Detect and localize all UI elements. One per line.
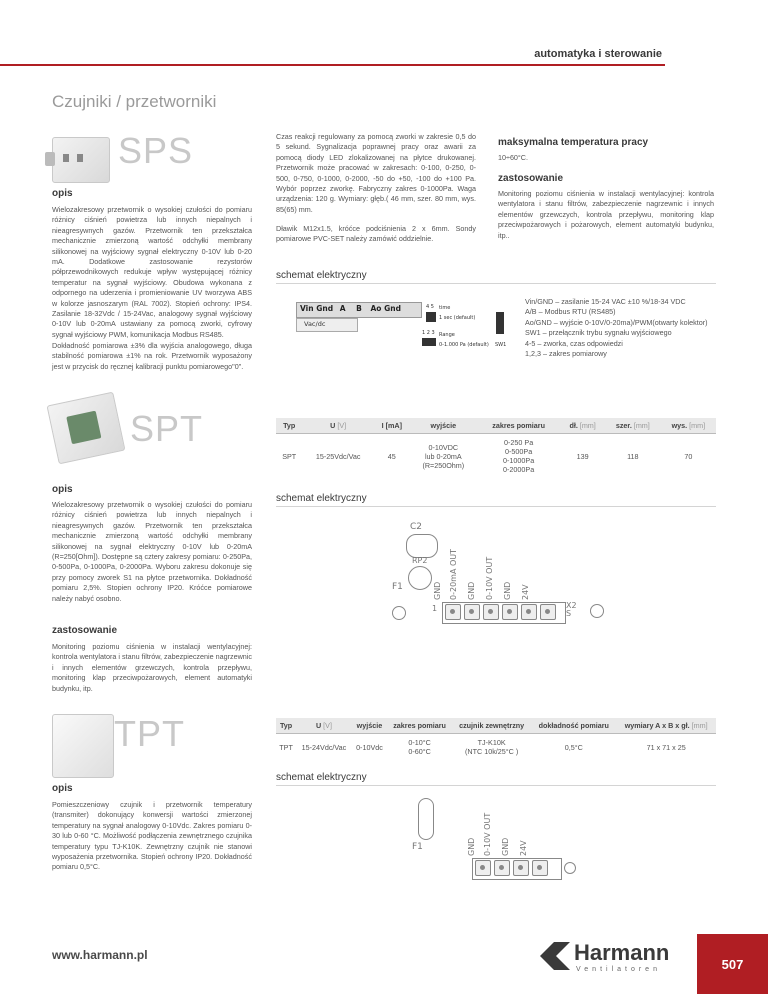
sps-product-image: [52, 137, 110, 183]
spt-pin-label: GND: [467, 581, 476, 600]
spt-col-u: U [V]: [302, 418, 373, 434]
spt-product-image: [47, 392, 126, 465]
sps-product-name: SPS: [118, 130, 194, 171]
spt-label-rp2: RP2: [412, 556, 428, 565]
sps-wiring-diagram: [296, 302, 516, 362]
tpt-col-czujnik: czujnik zewnętrzny: [452, 718, 531, 734]
spt-table-header-row: [276, 418, 716, 434]
spt-col-wys: wys. [mm]: [661, 418, 716, 434]
spt-zastosowanie-heading: zastosowanie: [52, 625, 118, 636]
sps-opis-text: Wielozakresowy przetwornik o wysokiej czułości do pomiaru różnicy ciśnień powietrza lub innych niepalnych i nieagresywnych gazów. Przetwornik ten przekształca mechanicznie zmierzoną wartość odchyłki membrany silikonowej na wyjściowy sygnał elektryczny 0-10V lub 0-20 mA. Dodatkowe zastosowanie rezystorów półprzewodnikowych redukuje wpływ występującej różnicy temperatur na sygnał wyjściowy. Obudowa wykonana z odpornego na uderzenia i promieniowanie UV tworzywa ABS w kolorze jasnoszarym (RAL 7002). Stopień ochrony: IPS4. Zasilanie 18-32Vdc / 15-24Vac, analogowy sygnał wyjściowy 0-10V lub 0-20mA ustawiany za pomocą zworki, cyfrowy sygnał wyjściowy PWM, komunikacja Modbus RS485.: [52, 205, 252, 339]
spt-col-zakres: zakres pomiaru: [477, 418, 560, 434]
sps-jumper-range: Range: [439, 332, 455, 338]
sps-terminal-ao: Ao: [370, 304, 382, 313]
sps-zastosowanie-text: Monitoring poziomu ciśnienia w instalacji wentylacyjnej: kontrola wentylatora i stanu filtrów, zabezpieczenie nagrzewnic i innych elementów grzewczych, kontrola przepływu, monitoring klap przeciwpożarowych i pożarowych, element automatyki budynku, itp..: [498, 189, 714, 240]
sps-jumper-top: 4 5: [426, 304, 434, 310]
spt-cell-wyjscie: 0-10VDC lub 0-20mA (R=250Ohm): [422, 442, 465, 470]
tpt-pin-label: GND: [467, 837, 476, 856]
sps-legend: [525, 297, 715, 359]
sps-max-temp-value: 10÷60°C.: [498, 153, 528, 162]
sps-terminal-a: A: [339, 304, 346, 313]
spt-cell-i: 45: [387, 451, 396, 461]
sps-jumper-time: time: [439, 305, 451, 311]
spt-pin-label: 0-20mA OUT: [449, 548, 458, 600]
spt-cell-zakres: 0-250 Pa 0-500Pa 0-1000Pa 0-2000Pa: [503, 438, 535, 474]
spt-col-szer: szer. [mm]: [605, 418, 661, 434]
tpt-label-f1: F1: [412, 842, 423, 852]
page-number: 507: [697, 934, 768, 994]
sps-terminal-vin: Vin: [300, 304, 314, 313]
spt-schemat-rule: [276, 506, 716, 507]
harmann-logo-mark: [540, 942, 570, 970]
spt-col-wyjscie: wyjście: [410, 418, 477, 434]
logo-word: Harmann: [574, 940, 670, 965]
spt-label-s: S: [566, 609, 572, 618]
sps-vac-label: Vac/dc: [304, 320, 326, 328]
tpt-cell-zakres: 0-10°C 0-60°C: [408, 738, 431, 756]
tpt-schemat-heading: schemat elektryczny: [276, 772, 367, 783]
tpt-col-wyjscie: wyjście: [352, 718, 387, 734]
spt-cell-szer: 118: [627, 451, 639, 461]
tpt-wiring-diagram: [410, 794, 590, 904]
logo-sub: Ventilatoren: [576, 966, 661, 973]
sps-jumper-range-default: 0-1.000 Pa (default): [439, 342, 489, 348]
tpt-cell-czujnik: TJ-K10K (NTC 10k/25°C ): [465, 738, 519, 756]
sps-schemat-rule: [276, 283, 716, 284]
spt-col-i: I [mA]: [374, 418, 410, 434]
sps-terminal-gnd-2: Gnd: [384, 304, 401, 313]
tpt-pin-label: 24V: [519, 840, 528, 856]
spt-wiring-diagram: [380, 522, 610, 642]
sps-sw1-label: SW1: [495, 342, 507, 348]
spt-pin-label: GND: [503, 581, 512, 600]
section-title: Czujniki / przetworniki: [52, 92, 217, 111]
spt-pin-label: 24V: [521, 584, 530, 600]
tpt-col-dokladnosc: dokładność pomiaru: [531, 718, 616, 734]
tpt-col-zakres: zakres pomiaru: [387, 718, 452, 734]
sps-terminal-b: B: [356, 304, 362, 313]
sps-mid-text: Czas reakcji regulowany za pomocą zworki w zakresie 0,5 do 5 sekund. Sygnalizacja poprawnej pracy oraz awarii za pomocą diody LED zlokalizowanej na płytce drukowanej. Przetwornik może pracować w zakresach: 0-100, 0-250, 0-500, 0-750, 0-1000, 0-2000, -50 do +50, -100 do +100 Pa. Wybór poprzez zworkę. Fabryczny zakres 0-1000Pa. Waga urządzenia: 120 g. Wymiary: głęb.( 46 mm, szer. 80 mm, wys. 85(65) mm.: [276, 132, 476, 214]
sps-jumper-time-default: 1 sec (default): [439, 315, 476, 321]
spt-cell-typ: SPT: [282, 451, 297, 461]
tpt-cell-wyjscie: 0-10Vdc: [356, 742, 383, 752]
sps-legend-item: A/B – Modbus RTU (RS485): [525, 307, 616, 317]
sps-max-temp-heading: maksymalna temperatura pracy: [498, 137, 649, 148]
spt-col-dl: dł. [mm]: [560, 418, 605, 434]
footer-url[interactable]: www.harmann.pl: [52, 948, 148, 962]
tpt-cell-typ: TPT: [279, 742, 293, 752]
tpt-col-typ: Typ: [276, 718, 296, 734]
tpt-product-name: TPT: [114, 713, 185, 754]
header-rule: [0, 64, 665, 66]
spt-spec-table: [276, 418, 716, 478]
spt-schemat-heading: schemat elektryczny: [276, 493, 367, 504]
header-category: automatyka i sterowanie: [534, 48, 662, 60]
spt-zastosowanie-text: Monitoring poziomu ciśnienia w instalacji wentylacyjnej: kontrola wentylatora i stanu filtrów, zabezpieczenie nagrzewnic i innych elementów grzewczych, kontrola przepływu, monitoring klap przeciwpożarowych, element automatyki budynku, itp.: [52, 642, 252, 693]
tpt-terminal-block: [472, 858, 562, 880]
sps-legend-item: 1,2,3 – zakres pomiarowy: [525, 349, 607, 359]
tpt-opis-heading: opis: [52, 783, 73, 794]
tpt-opis-text: Pomieszczeniowy czujnik i przetwornik temperatury (transmiter) dokonujący konwersji wartości zmierzonej temperatury na sygnał analogowy 0-10Vdc. Zakres pomiaru 0-30 lub 0-60 °C. Możliwość podłączenia zewnętrznego czujnika temperatury typu TJ-K10K. Zewnętrzny czujnik nie stanowi wyposażenia przetwornika. Stopień ochrony IP20. Dokładność pomiaru 0,5°C.: [52, 800, 252, 872]
tpt-col-u: U [V]: [296, 718, 352, 734]
spt-label-one: 1: [432, 604, 438, 613]
sps-legend-item: Vin/GND – zasilanie 15-24 VAC ±10 %/18-34 VDC: [525, 297, 686, 306]
spt-pin-label: 0-10V OUT: [485, 556, 494, 600]
sps-terminal-gnd: Gnd: [316, 304, 334, 313]
sps-legend-item: Ao/GND – wyjście 0-10V/0-20ma)/PWM(otwarty kolektor): [525, 317, 708, 327]
tpt-schemat-rule: [276, 785, 716, 786]
spt-terminal-block: [442, 602, 566, 624]
tpt-cell-dokladnosc: 0,5°C: [564, 742, 583, 752]
sps-opis-heading: opis: [52, 188, 73, 199]
tpt-product-image: [52, 714, 114, 778]
spt-cell-dl: 139: [576, 451, 589, 461]
tpt-col-wymiary: wymiary A x B x gł. [mm]: [616, 718, 716, 734]
spt-label-c2: C2: [410, 522, 423, 532]
tpt-table-header-row: [276, 718, 716, 734]
sps-legend-item: SW1 – przełącznik trybu sygnału wyjściowego: [525, 328, 672, 338]
spt-col-typ: Typ: [276, 418, 302, 434]
sps-legend-item: 4-5 – zworka, czas odpowiedzi: [525, 338, 623, 348]
sps-mid-text-2: Dławik M12x1.5, króćce podciśnienia 2 x 6mm. Sondy pomiarowe PVC-SET należy zamówić oddzielnie.: [276, 224, 476, 244]
spt-pin-label: GND: [433, 581, 442, 600]
spt-opis-heading: opis: [52, 484, 73, 495]
spt-cell-u: 15-25Vdc/Vac: [315, 451, 361, 461]
sps-schemat-heading: schemat elektryczny: [276, 270, 367, 281]
spt-product-name: SPT: [130, 408, 204, 449]
spt-label-x2: X2: [566, 601, 577, 610]
sps-zastosowanie-heading: zastosowanie: [498, 173, 564, 184]
table-row: [276, 734, 716, 761]
tpt-spec-table: [276, 718, 716, 760]
tpt-pin-label: 0-10V OUT: [483, 812, 492, 856]
sps-jumper-range-nums: 1 2 3: [422, 330, 435, 336]
spt-opis-text: Wielozakresowy przetwornik o wysokiej czułości do pomiaru różnicy ciśnień powietrza lub innych niepalnych i nieagresywnych gazów. Przetwornik ten przekształca mechanicznie zmierzoną wartość odchyłki membrany silikonowej na sygnał elektryczny 0-10V lub 0-20mA (R=250[Ohm]). Dostępne są cztery zakresy pomiaru: 0-250Pa, 0-500Pa, 0-1000Pa, 0-2000Pa. Wyboru zakresu dokonuje się przy pomocy zworek S1 na płytce przetwornika. Dokładność pomiaru 2,5%. Stopien ochrony IP20. Króćce pomiarowe należy nabyć osobno.: [52, 500, 252, 603]
spt-cell-wys: 70: [684, 451, 693, 461]
tpt-pin-label: GND: [501, 837, 510, 856]
tpt-cell-u: 15-24Vdc/Vac: [301, 742, 347, 752]
spt-label-f1: F1: [392, 582, 403, 592]
harmann-logo: [540, 940, 680, 980]
table-row: [276, 434, 716, 479]
sps-opis-text-2: Dokładność pomiarowa ±3% dla wyjścia analogowego, długa stabilność pomiarowa ±1% na rok. Przetwornik wyposażony jest w przycisk do ręcznej kalibracji punktu pomiarowego"0".: [52, 341, 252, 371]
tpt-cell-wymiary: 71 x 71 x 25: [646, 742, 686, 752]
